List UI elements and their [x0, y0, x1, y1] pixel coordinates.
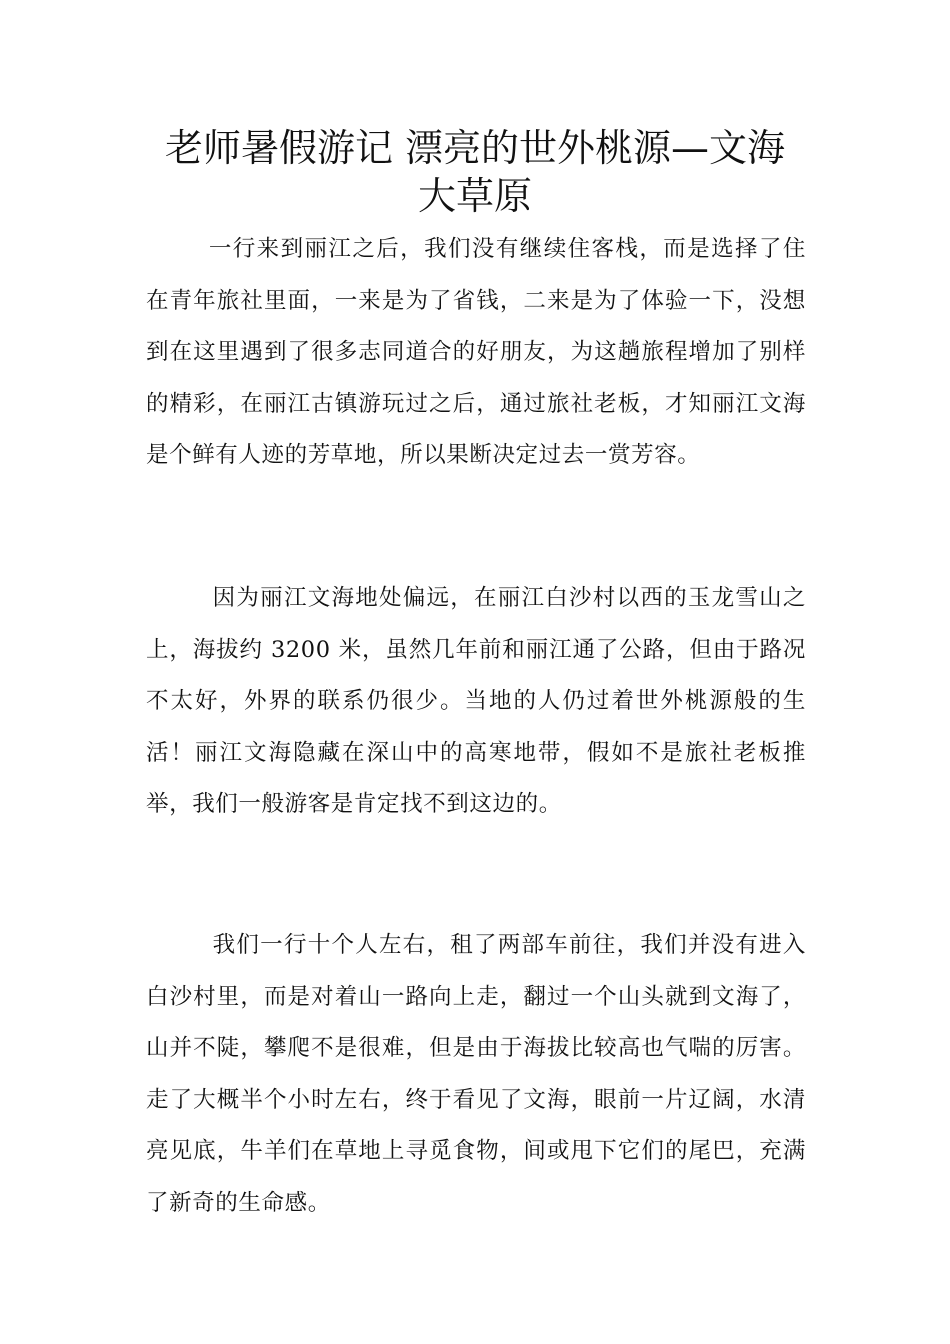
- paragraph-2-text: 因为丽江文海地处偏远，在丽江白沙村以西的玉龙雪山之上，海拔约 3200 米，虽然几年前和丽江通了公路，但由于路况不太好，外界的联系仍很少。当地的人仍过着世外桃源般的生活！丽江文海隐藏在深山中的高寒地带，假如不是旅社老板推举，我们一般游客是肯定找不到这边的。: [146, 585, 806, 817]
- paragraph-1: [146, 224, 806, 482]
- title-line-2: 大草原: [417, 174, 532, 218]
- paragraph-3-text: 我们一行十个人左右，租了两部车前往，我们并没有进入白沙村里，而是对着山一路向上走，翻过一个山头就到文海了，山并不陡，攀爬不是很难，但是由于海拔比较高也气喘的厉害。走了大概半个小时左右，终于看见了文海，眼前一片辽阔，水清亮见底，牛羊们在草地上寻觅食物，间或甩下它们的尾巴，充满了新奇的生命感。: [146, 932, 806, 1216]
- paragraph-3: [146, 920, 806, 1229]
- paragraph-2: [146, 573, 806, 831]
- title-line-1: 老师暑假游记 漂亮的世外桃源—文海: [164, 126, 786, 170]
- paragraph-1-text: 一行来到丽江之后，我们没有继续住客栈，而是选择了住在青年旅社里面，一来是为了省钱，二来是为了体验一下，没想到在这里遇到了很多志同道合的好朋友，为这趟旅程增加了别样的精彩，在丽江古镇游玩过之后，通过旅社老板，才知丽江文海是个鲜有人迹的芳草地，所以果断决定过去一赏芳容。: [146, 236, 806, 468]
- document-title: [120, 124, 830, 220]
